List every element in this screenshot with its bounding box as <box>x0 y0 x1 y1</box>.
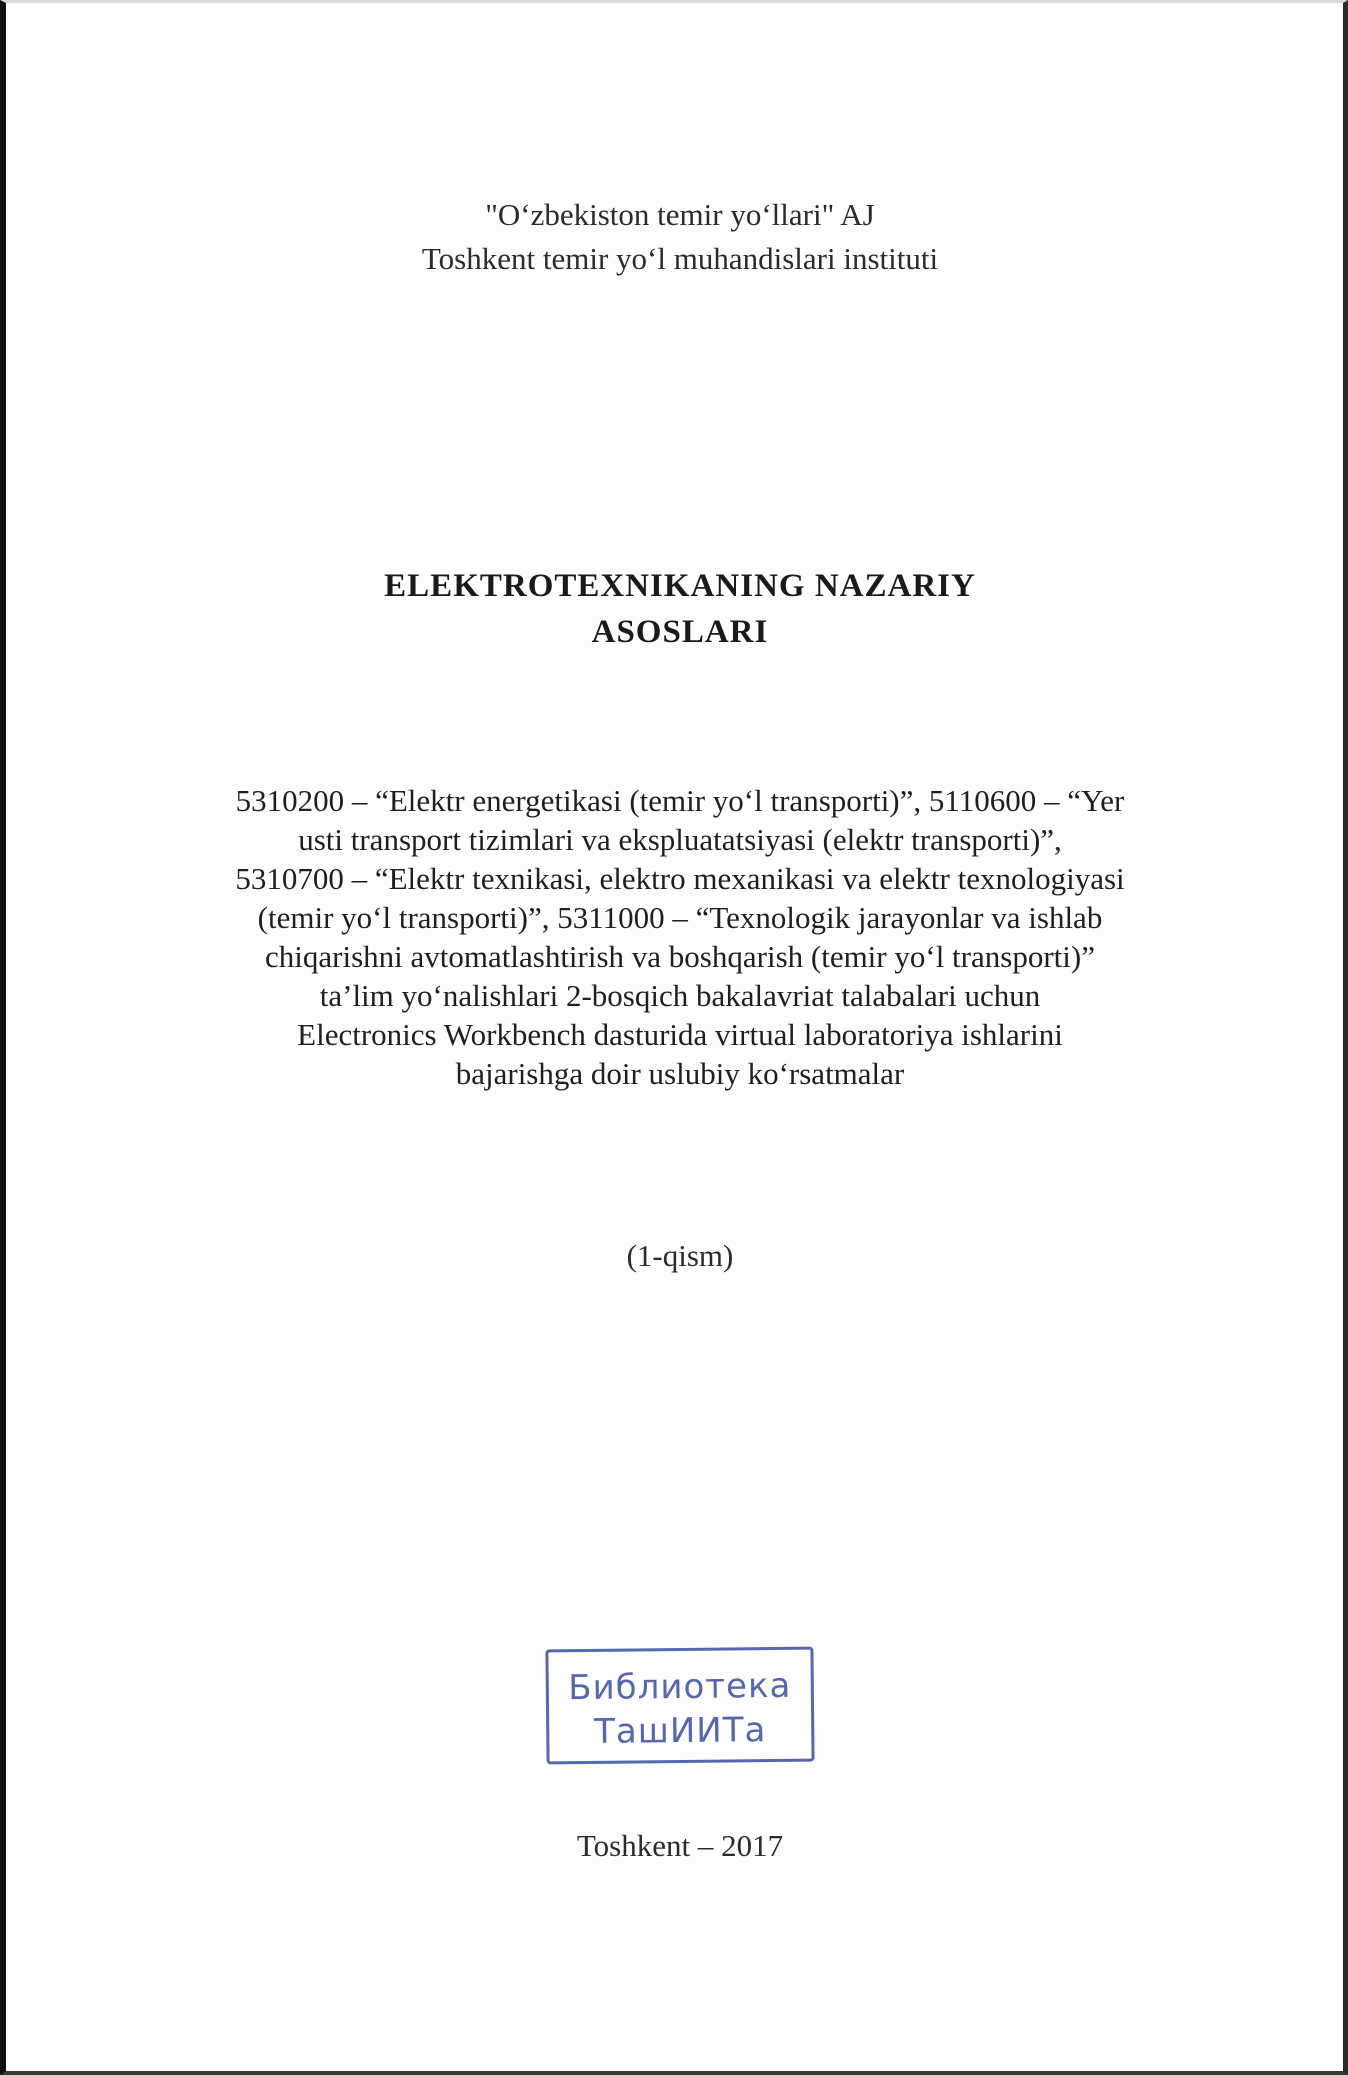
organization-name: "O‘zbekiston temir yo‘llari" AJ <box>485 197 875 232</box>
institute-name: Toshkent temir yo‘l muhandislari instituti <box>421 241 939 276</box>
stamp-line-1: Библиотека <box>568 1665 792 1709</box>
header <box>6 193 1348 281</box>
description-line: (temir yo‘l transporti)”, 5311000 – “Texnologik jarayonlar va ishlab <box>257 900 1103 935</box>
description <box>66 781 1294 1093</box>
description-line: bajarishga doir uslubiy ko‘rsatmalar <box>455 1056 905 1091</box>
description-line: 5310200 – “Elektr energetikasi (temir yo‘l transporti)”, 5110600 – “Yer <box>235 783 1125 818</box>
title-line-1: ELEKTROTEXNIKANING NAZARIY <box>384 568 976 604</box>
document-title <box>6 563 1348 655</box>
description-line: usti transport tizimlari va ekspluatatsiyasi (elektr transporti)”, <box>298 822 1062 857</box>
description-line: 5310700 – “Elektr texnikasi, elektro mexanikasi va elektr texnologiyasi <box>235 861 1125 896</box>
description-line: Electronics Workbench dasturida virtual laboratoriya ishlarini <box>297 1017 1063 1052</box>
description-line: chiqarishni avtomatlashtirish va boshqarish (temir yo‘l transporti)” <box>265 939 1095 974</box>
place-and-year: Toshkent – 2017 <box>576 1828 784 1863</box>
description-line: ta’lim yo‘nalishlari 2-bosqich bakalavriat talabalari uchun <box>319 978 1041 1013</box>
stamp-line-2: ТашИИТа <box>593 1710 767 1752</box>
library-stamp <box>545 1647 814 1765</box>
title-line-2: ASOSLARI <box>591 614 769 650</box>
part-label: (1-qism) <box>626 1238 734 1273</box>
